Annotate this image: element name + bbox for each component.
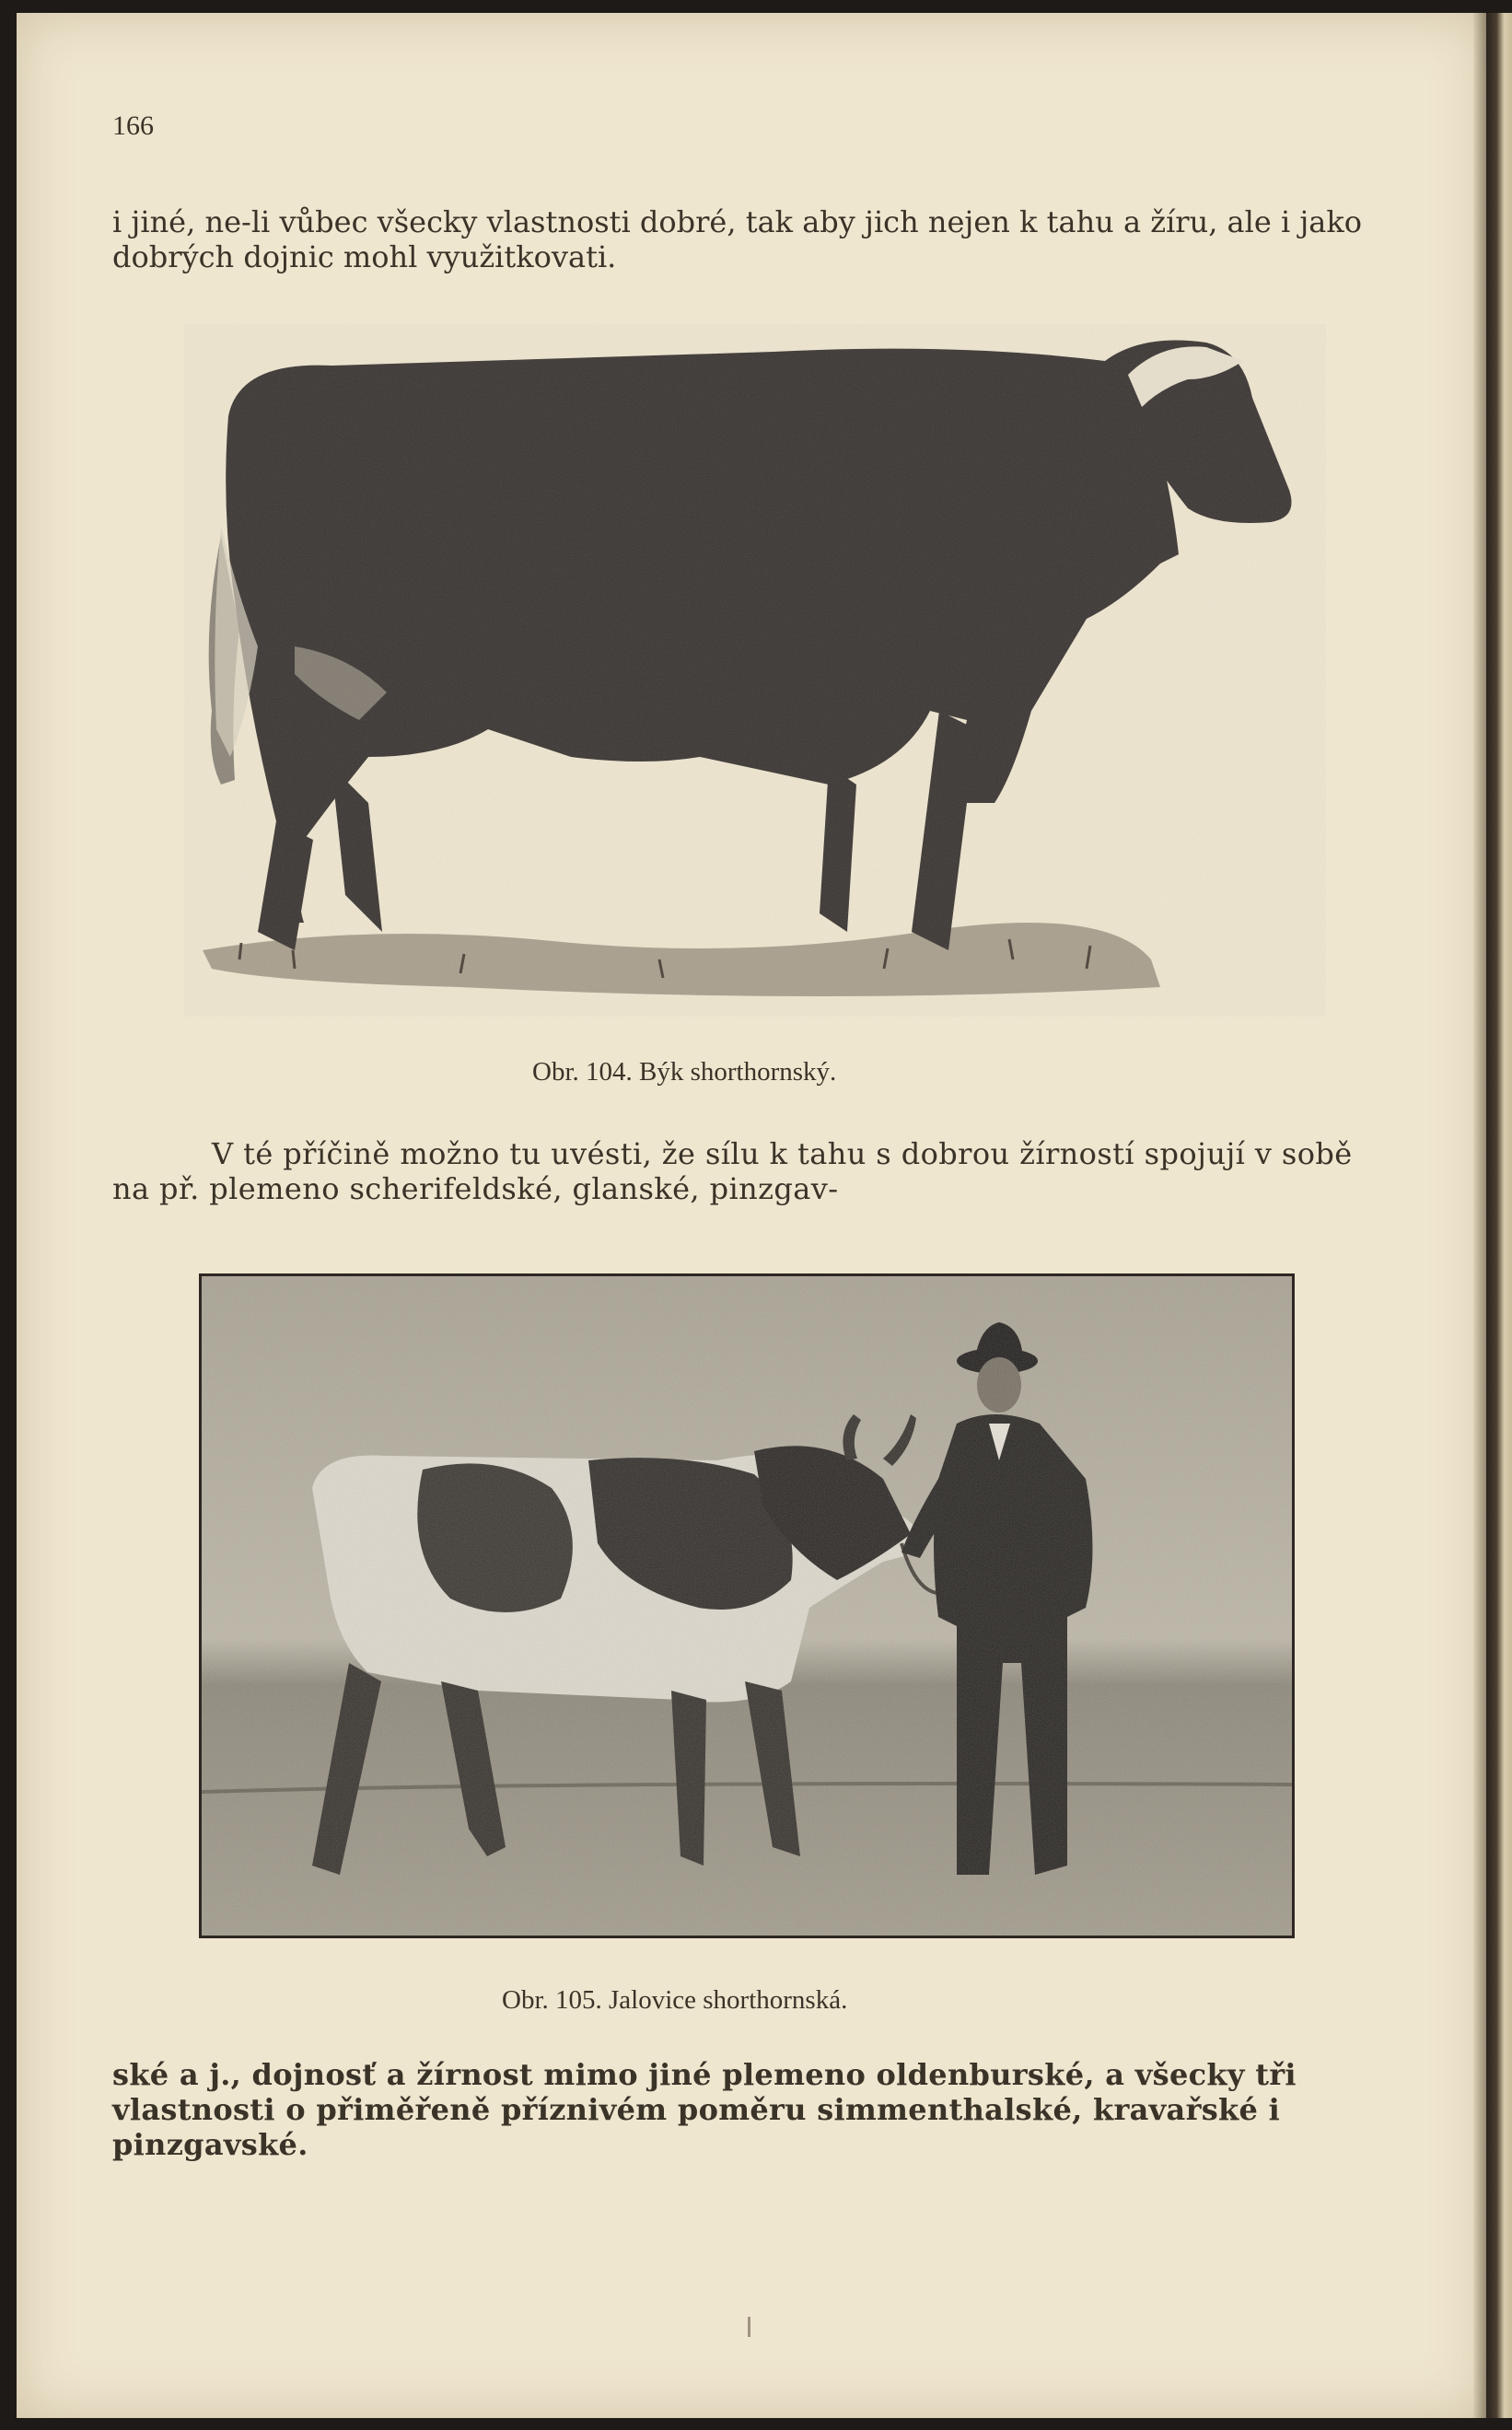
heifer-photograph — [202, 1276, 1292, 1936]
figure-shorthorn-heifer — [199, 1273, 1295, 1938]
page-number: 166 — [112, 110, 154, 141]
bull-engraving — [184, 324, 1326, 1017]
paragraph-3: ské a j., dojnosť a žírnost mimo jiné plemeno oldenburské, a všecky tři vlastnosti o přiměřeně příznivém poměru simmenthalské, kravařské i pinzgavské. — [112, 2057, 1297, 2162]
figure-1-caption: Obr. 104. Býk shorthornský. — [532, 1057, 837, 1087]
figure-shorthorn-bull — [184, 324, 1326, 1017]
paragraph-1: i jiné, ne-li vůbec všecky vlastnosti dobré, tak aby jich nejen k tahu a žíru, ale i jako dobrých dojnic mohl využitkovati. — [112, 204, 1363, 274]
figure-2-caption: Obr. 105. Jalovice shorthornská. — [502, 1985, 848, 2015]
paper-speck — [748, 2317, 750, 2337]
page-edge — [1486, 13, 1512, 2418]
paragraph-2: V té příčině možno tu uvésti, že sílu k tahu s dobrou žírností spojují v sobě na př. plemeno scherifeldské, glanské, pinzgav- — [112, 1136, 1353, 1206]
